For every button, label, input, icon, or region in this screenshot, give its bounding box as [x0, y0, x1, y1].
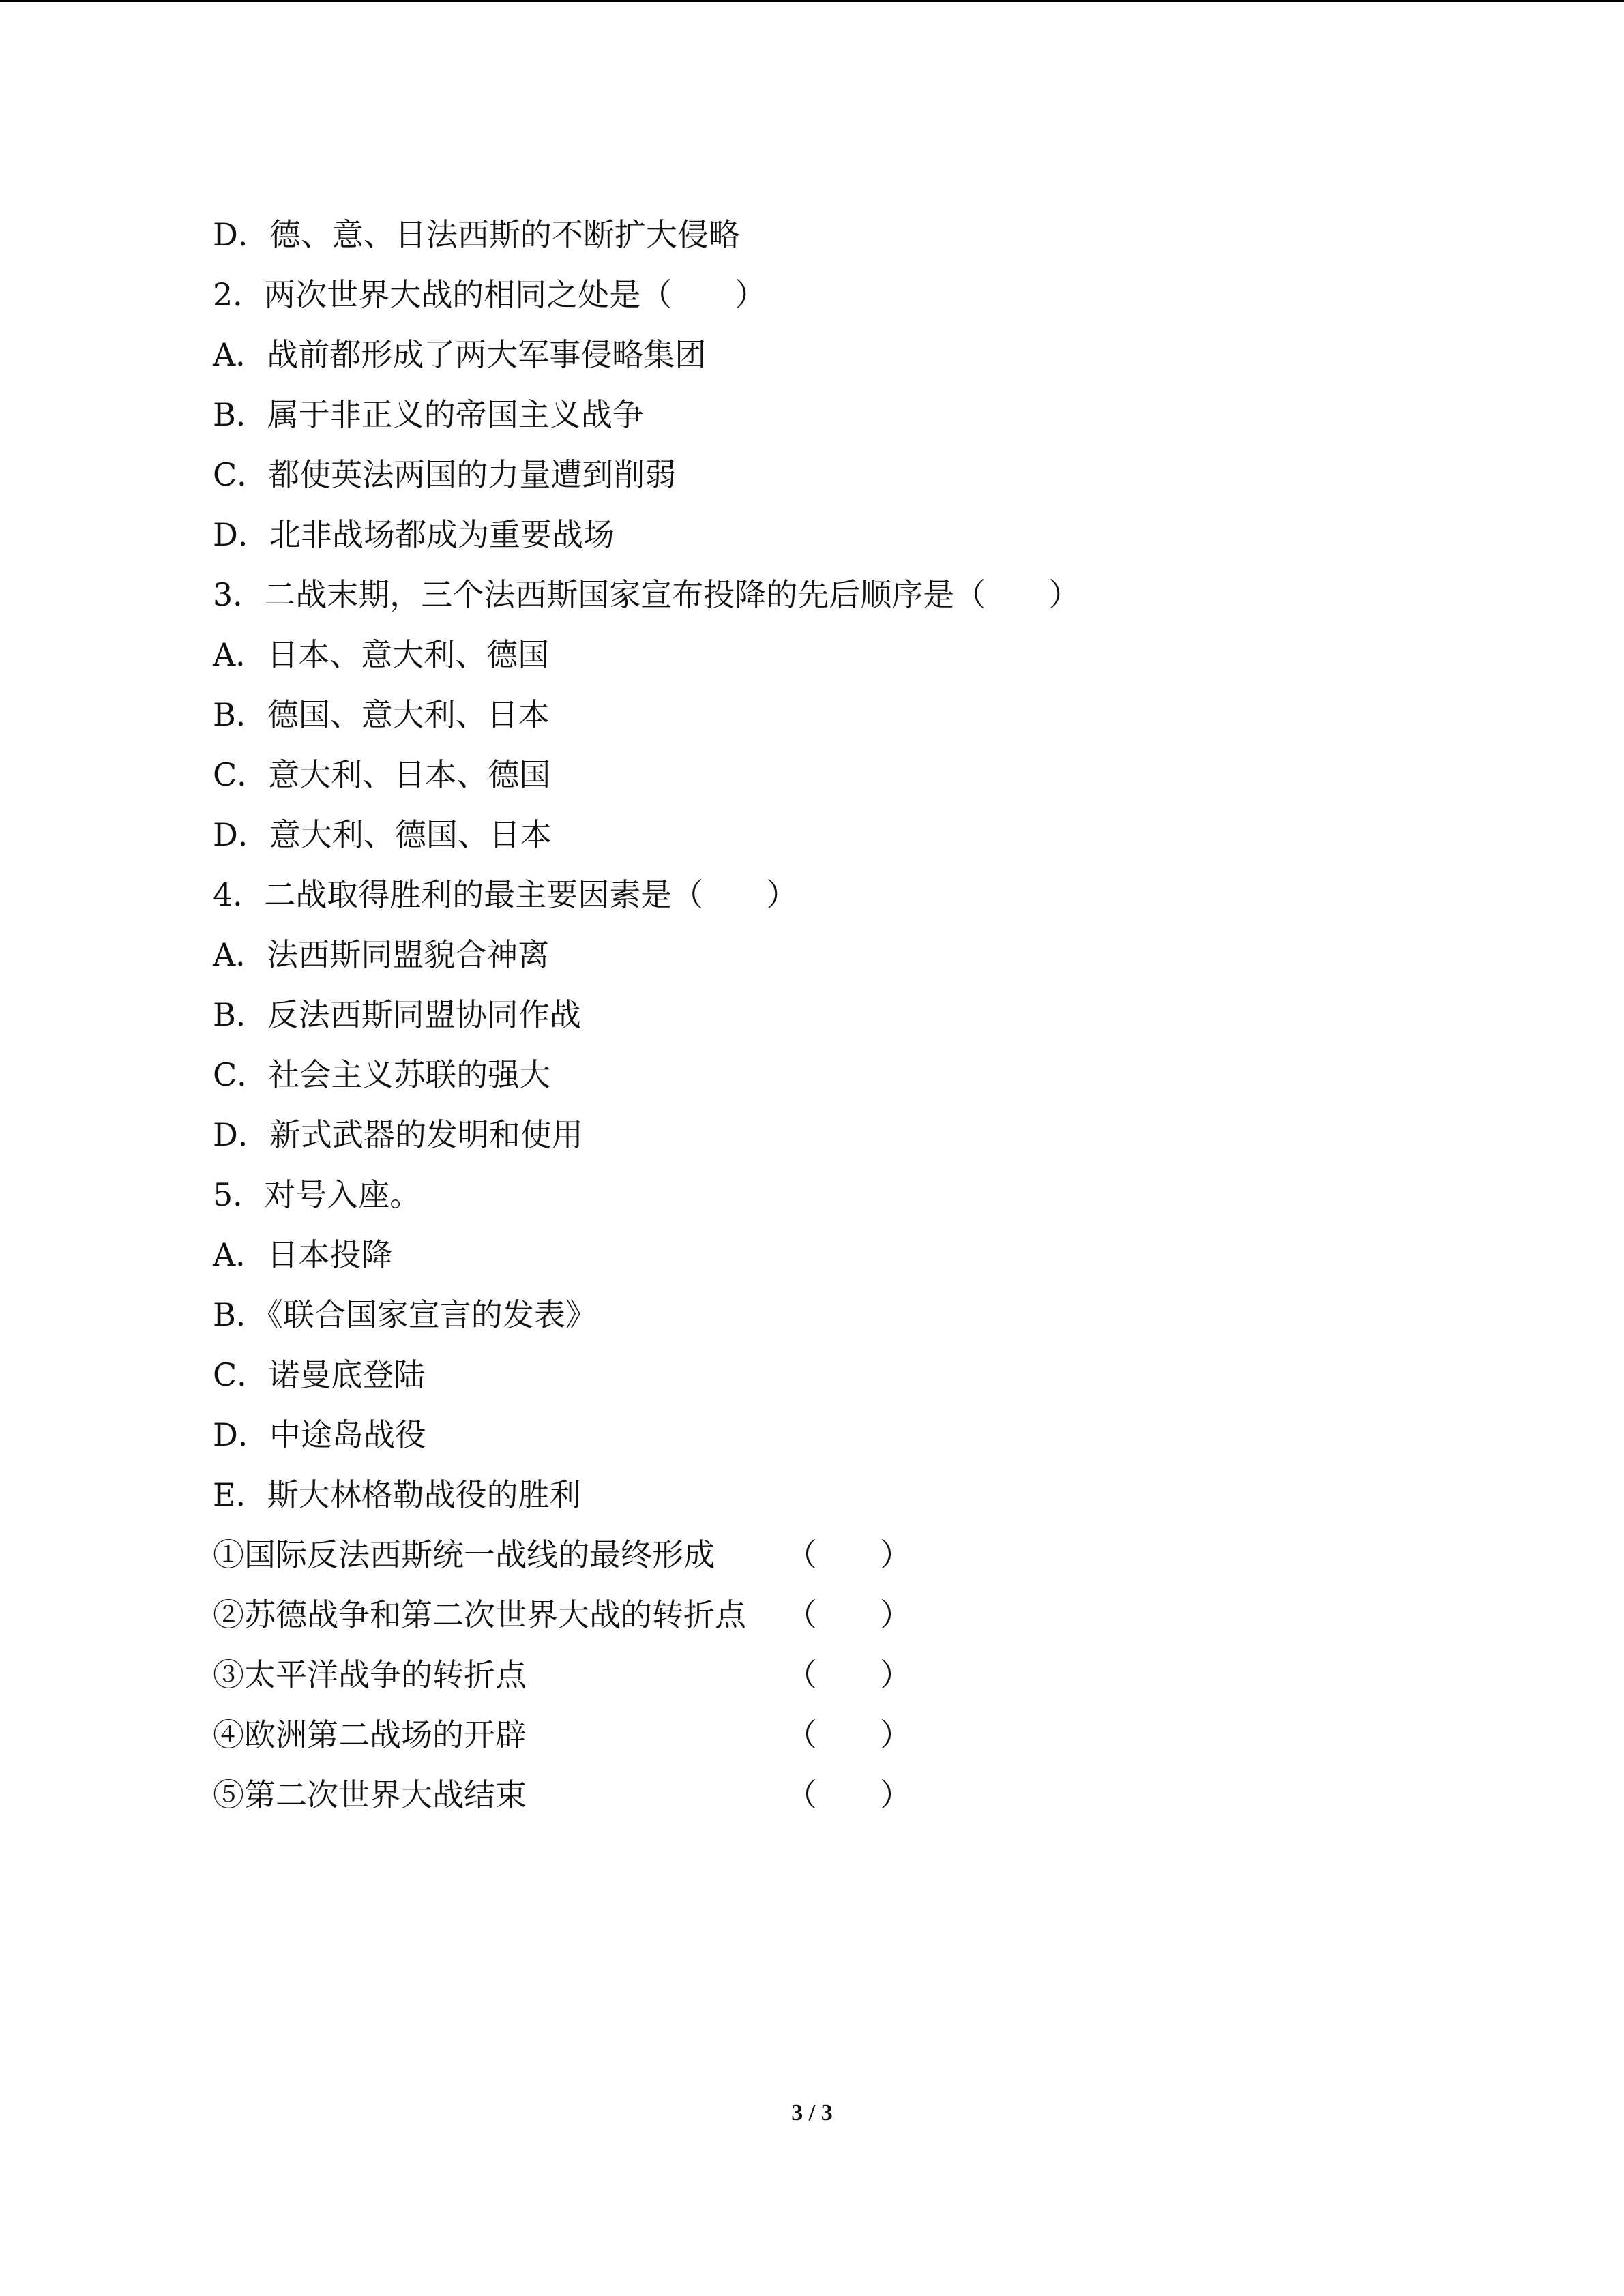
- match-item-1: [213, 1533, 1509, 1593]
- option-c-q5: C．诺曼底登陆: [213, 1356, 426, 1393]
- question-2: 2．两次世界大战的相同之处是（ ）: [213, 276, 767, 313]
- match-item-3: [213, 1653, 1509, 1713]
- answer-blank: （ ）: [786, 1596, 911, 1633]
- question-3: 3．二战末期，三个法西斯国家宣布投降的先后顺序是（ ）: [213, 576, 1080, 613]
- option-c-q3: C．意大利、日本、德国: [213, 756, 551, 793]
- option-a-q3: A．日本、意大利、德国: [213, 636, 550, 673]
- page-number: 3 / 3: [791, 2100, 833, 2126]
- question-5: 5．对号入座。: [213, 1176, 422, 1213]
- answer-blank: （ ）: [786, 1716, 911, 1753]
- option-d-q4: D．新式武器的发明和使用: [213, 1116, 583, 1153]
- match-item-text: ⑤第二次世界大战结束: [213, 1776, 527, 1813]
- option-d-q5: D．中途岛战役: [213, 1416, 426, 1453]
- match-item-text: ④欧洲第二战场的开辟: [213, 1716, 527, 1753]
- answer-blank: （ ）: [786, 1536, 911, 1573]
- option-d-q3: D．意大利、德国、日本: [213, 816, 552, 853]
- option-b-q2: B．属于非正义的帝国主义战争: [213, 396, 644, 433]
- question-4: 4．二战取得胜利的最主要因素是（ ）: [213, 876, 798, 913]
- option-c-q2: C．都使英法两国的力量遭到削弱: [213, 456, 677, 493]
- option-e-q5: E．斯大林格勒战役的胜利: [213, 1476, 581, 1513]
- option-c-q4: C．社会主义苏联的强大: [213, 1056, 551, 1093]
- match-item-5: [213, 1773, 1509, 1833]
- top-border-line: [0, 0, 1624, 2]
- match-item-4: [213, 1713, 1509, 1773]
- option-d-q2: D．北非战场都成为重要战场: [213, 516, 615, 553]
- answer-blank: （ ）: [786, 1776, 911, 1813]
- option-a-q4: A．法西斯同盟貌合神离: [213, 936, 550, 973]
- match-item-text: ①国际反法西斯统一战线的最终形成: [213, 1536, 715, 1573]
- option-b-q3: B．德国、意大利、日本: [213, 696, 550, 733]
- document-body: [213, 213, 1509, 1833]
- match-item-2: [213, 1593, 1509, 1653]
- option-a-q2: A．战前都形成了两大军事侵略集团: [213, 336, 707, 373]
- answer-blank: （ ）: [786, 1656, 911, 1693]
- option-a-q5: A．日本投降: [213, 1236, 393, 1273]
- option-d-q1: D．德、意、日法西斯的不断扩大侵略: [213, 216, 740, 253]
- option-b-q4: B．反法西斯同盟协同作战: [213, 996, 581, 1033]
- option-b-q5: B．《联合国家宣言的发表》: [213, 1296, 597, 1333]
- match-item-text: ③太平洋战争的转折点: [213, 1656, 527, 1693]
- match-item-text: ②苏德战争和第二次世界大战的转折点: [213, 1596, 746, 1633]
